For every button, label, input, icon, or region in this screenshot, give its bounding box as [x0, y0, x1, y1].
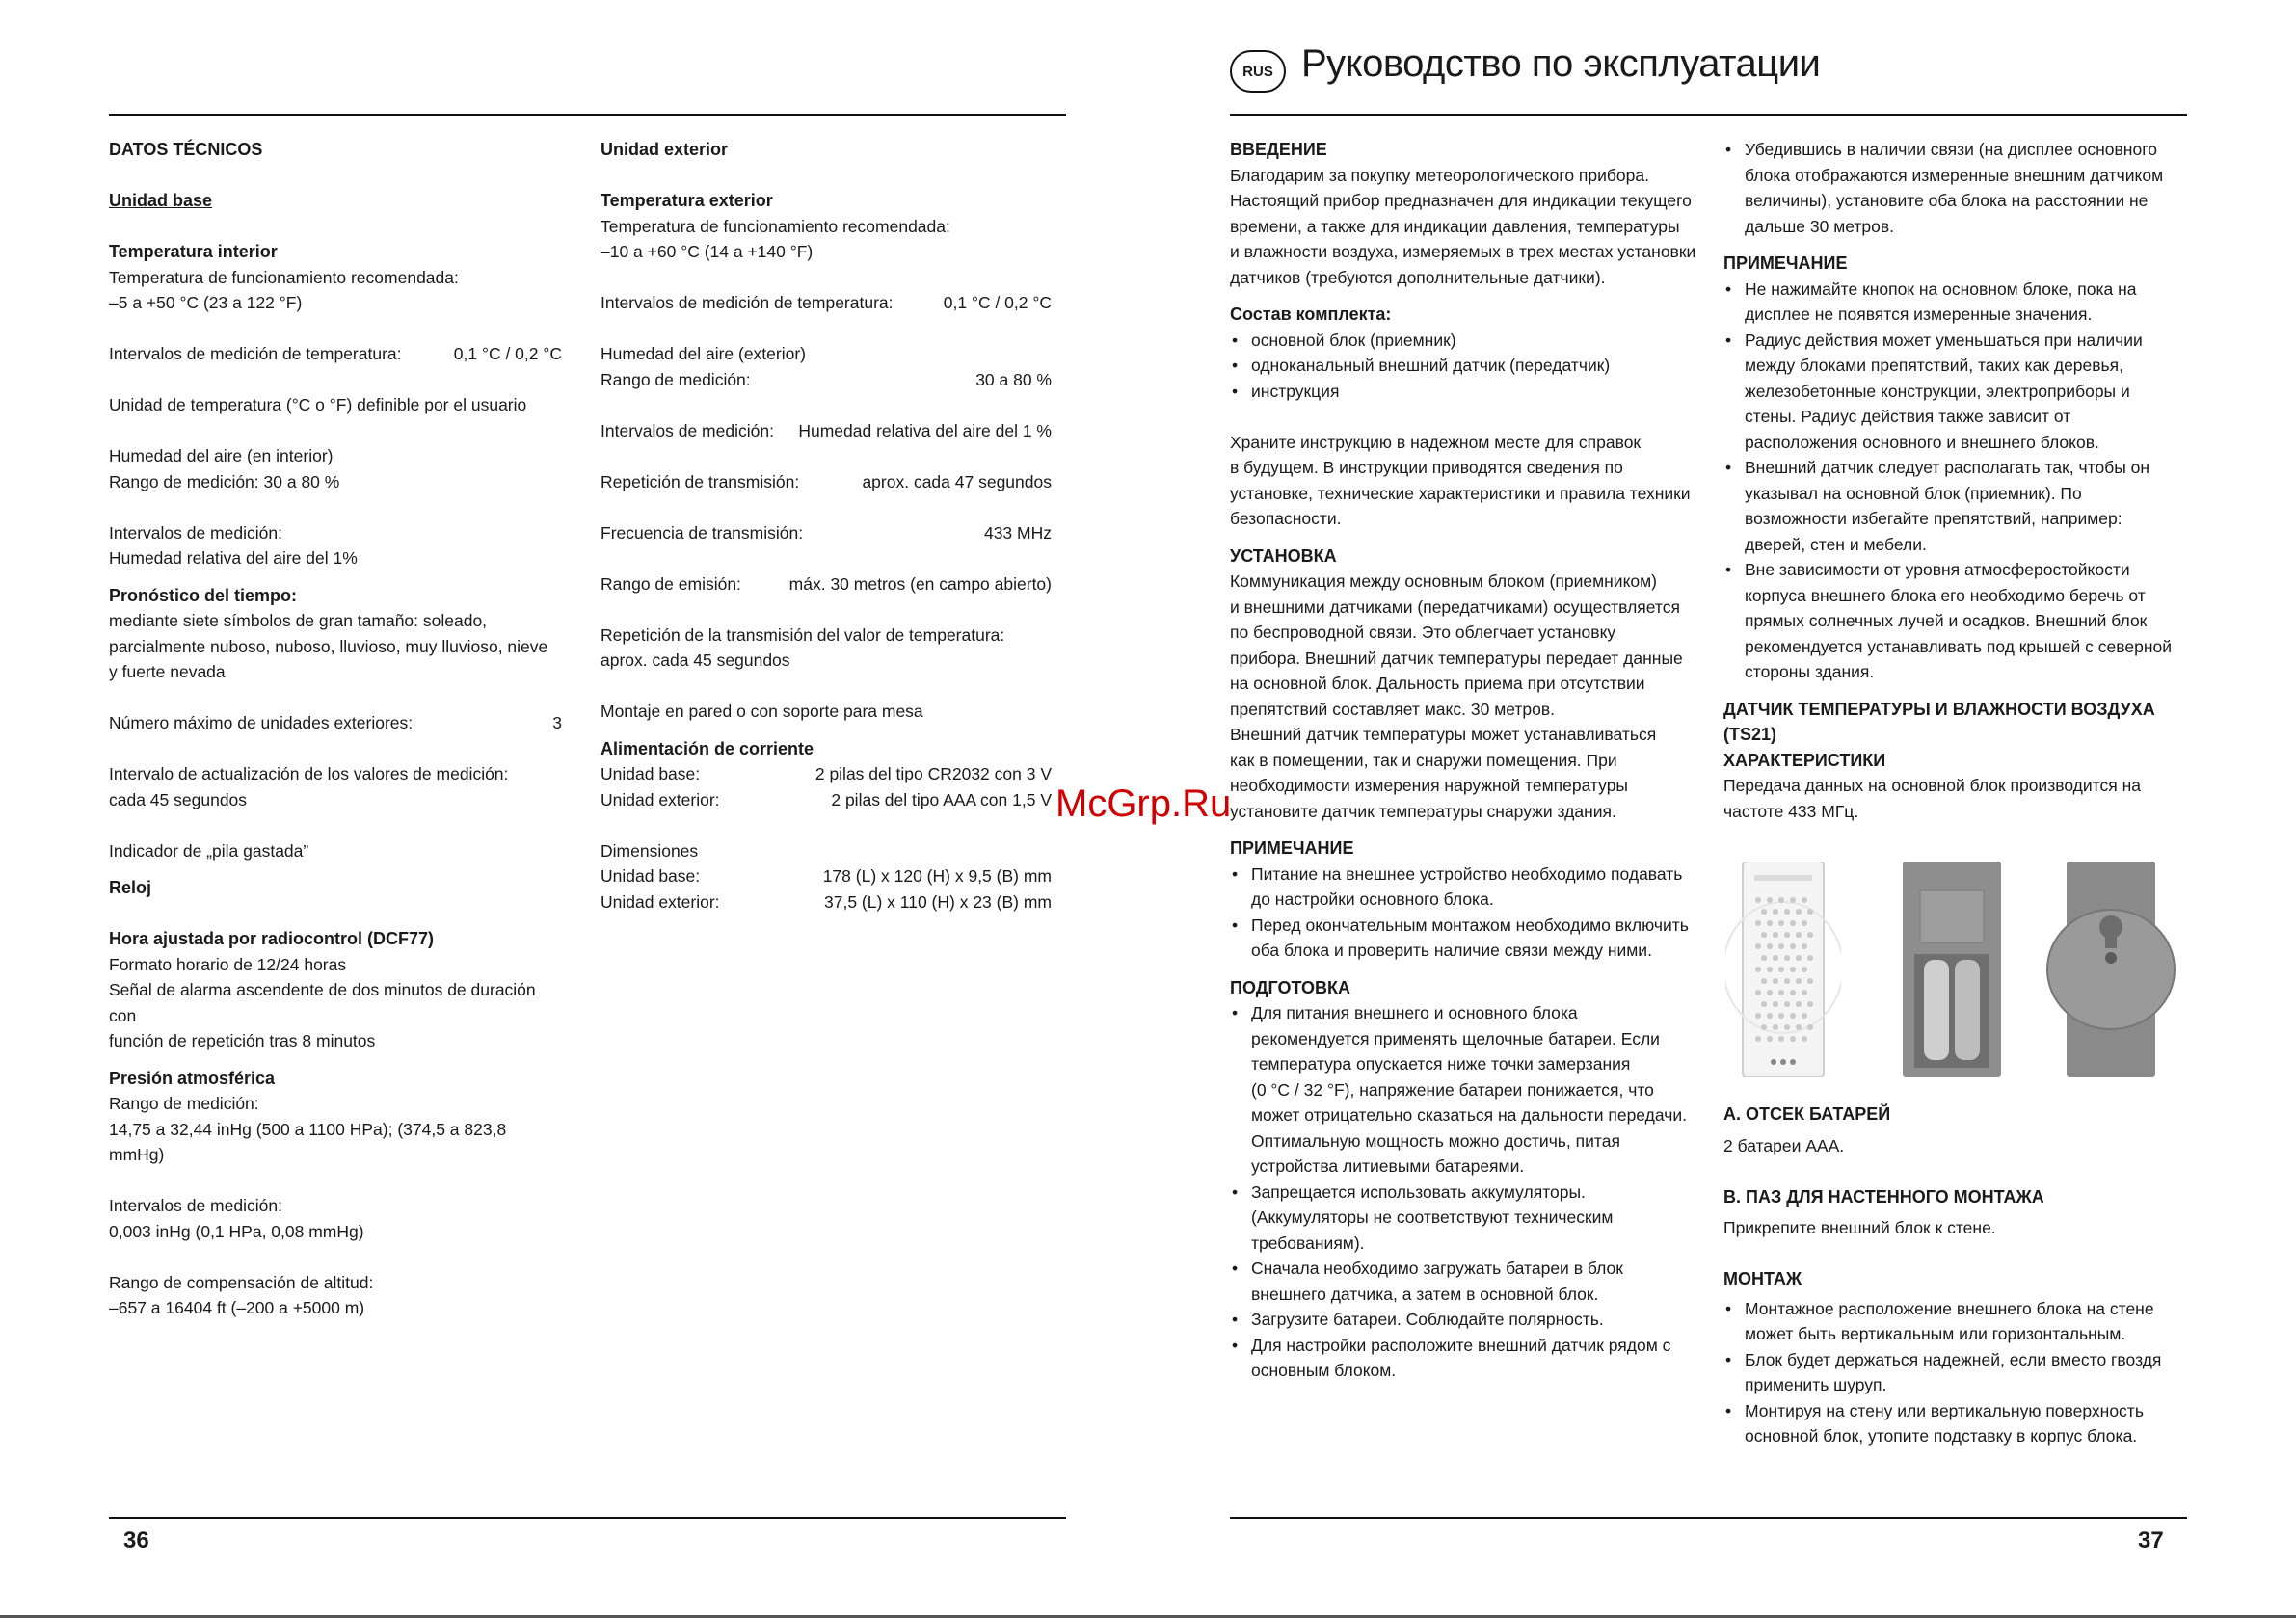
heading-note-2: ПРИМЕЧАНИЕ: [1723, 253, 1848, 273]
list-item: • инструкция: [1230, 379, 1702, 405]
text-line: –657 a 16404 ft (–200 a +5000 m): [109, 1298, 365, 1317]
bottom-rule-right: [1230, 1517, 2187, 1519]
line: • Убедившись в наличии связи (на дисплее основного: [1745, 140, 2157, 159]
spec-value: 2 pilas del tipo AAA con 1,5 V: [831, 789, 1052, 809]
kit-list: [1230, 328, 1702, 405]
spec-value: 37,5 (L) x 110 (H) x 23 (B) mm: [824, 891, 1052, 912]
heading-radio: Hora ajustada por radiocontrol (DCF77): [109, 929, 435, 948]
text-line: в будущем. В инструкции приводятся сведения по: [1230, 458, 1623, 477]
line: дисплее не появятся измеренные значения.: [1745, 305, 2093, 324]
text-line: препятствий составляет макс. 30 метров.: [1230, 699, 1556, 719]
sensor-back-mount-image: [2045, 862, 2176, 1077]
line: блока отображаются измеренные внешним датчиком: [1745, 165, 2164, 185]
line: • Не нажимайте кнопок на основном блоке, пока на: [1745, 279, 2137, 299]
text-line: безопасности.: [1230, 509, 1342, 528]
line: • Для питания внешнего и основного блока: [1251, 1003, 1578, 1022]
line: основной блок, утопите подставку в корпус блока.: [1745, 1426, 2138, 1446]
spec-value: 433 MHz: [983, 522, 1052, 543]
top-rule-left: [109, 114, 1066, 116]
text-line: частоте 433 МГц.: [1723, 801, 1859, 821]
list-item: [1230, 1256, 1702, 1307]
heading-mounting: МОНТАЖ: [1723, 1269, 1802, 1288]
list-item: [1230, 913, 1702, 964]
heading-note: ПРИМЕЧАНИЕ: [1230, 838, 1354, 858]
line: • Радиус действия может уменьшаться при наличии: [1745, 330, 2143, 350]
line: стены. Радиус действия также зависит от: [1745, 407, 2071, 426]
heading-intro: ВВЕДЕНИЕ: [1230, 140, 1327, 159]
spec-label: Rango de emisión:: [601, 573, 741, 594]
text-line: –10 a +60 °C (14 a +140 °F): [601, 242, 814, 261]
text-line: необходимости измерения наружной температуры: [1230, 776, 1629, 795]
text-line: Настоящий прибор предназначен для индикации текущего: [1230, 191, 1692, 210]
spec-value: 0,1 °C / 0,2 °C: [453, 344, 562, 363]
text-line: Montaje en pared o con soporte para mesa: [601, 702, 923, 721]
line: железобетонные конструкции, электроприборы и: [1745, 381, 2130, 401]
line: величины), установите оба блока на расстоянии не: [1745, 191, 2149, 210]
text-line: Благодарим за покупку метеорологического прибора.: [1230, 165, 1649, 185]
heading-unit-exterior: Unidad exterior: [601, 140, 729, 159]
spec-row: [601, 290, 1052, 316]
line: указывал на основной блок (приемник). По: [1745, 483, 2082, 503]
text-line: Прикрепите внешний блок к стене.: [1723, 1218, 1996, 1237]
list-item: [1230, 1333, 1702, 1384]
text-line: и внешними датчиками (передатчиками) осуществляется: [1230, 597, 1680, 617]
heading-pressure: Presión atmosférica: [109, 1068, 276, 1088]
section-title: DATOS TÉCNICOS: [109, 140, 263, 159]
spec-label: Intervalos de medición de temperatura:: [109, 344, 402, 363]
line: дальше 30 метров.: [1745, 216, 1895, 236]
line: • Питание на внешнее устройство необходимо подавать: [1251, 863, 1683, 884]
text-line: 0,003 inHg (0,1 HPa, 0,08 mmHg): [109, 1221, 364, 1241]
right-column-2-lower: [1723, 1101, 2190, 1449]
line: • Внешний датчик следует располагать так, чтобы он: [1745, 458, 2150, 477]
line: дверей, стен и мебели.: [1745, 534, 1927, 554]
line: до настройки основного блока.: [1251, 889, 1494, 909]
spec-row: [109, 341, 562, 367]
line: • Перед окончательным монтажом необходимо включить: [1251, 915, 1689, 935]
line: корпуса внешнего блока его необходимо беречь от: [1745, 585, 2146, 605]
line: рекомендуется устанавливать под крышей с северной: [1745, 636, 2172, 656]
line: • Для настройки расположите внешний датчик рядом с: [1251, 1335, 1671, 1355]
list-item: [1230, 862, 1702, 913]
line: внешнего датчика, а затем в основной блок.: [1251, 1284, 1599, 1304]
spec-label: Frecuencia de transmisión:: [601, 522, 804, 543]
spec-value: 2 pilas del tipo CR2032 con 3 V: [814, 764, 1052, 783]
spec-row: [601, 889, 1052, 915]
heading-temp-exterior: Temperatura exterior: [601, 191, 773, 210]
line: • Монтируя на стену или вертикальную поверхность: [1745, 1400, 2144, 1420]
page-title: Руководство по эксплуатации: [1301, 42, 1821, 85]
page-number-left: 36: [123, 1527, 149, 1553]
text-line: Храните инструкцию в надежном месте для справок: [1230, 432, 1642, 452]
line: рекомендуется применять щелочные батареи. Если: [1251, 1028, 1660, 1048]
text-line: как в помещении, так и снаружи помещения. При: [1230, 750, 1617, 770]
heading-temp-interior: Temperatura interior: [109, 242, 278, 261]
text-line: Dimensiones: [601, 840, 699, 861]
text-line: Humedad del aire (exterior): [601, 344, 807, 363]
heading-sensor-model: (TS21): [1723, 725, 1777, 744]
line: может отрицательно сказаться на дальности передачи.: [1251, 1105, 1687, 1125]
spec-label: Unidad base:: [601, 764, 701, 783]
line: • Загрузите батареи. Соблюдайте полярность.: [1251, 1310, 1604, 1329]
spec-value: máx. 30 metros (en campo abierto): [788, 573, 1052, 594]
text-line: Humedad del aire (en interior): [109, 446, 334, 465]
spec-label: Número máximo de unidades exteriores:: [109, 713, 414, 732]
text-line: датчиков (требуются дополнительные датчики).: [1230, 267, 1606, 287]
list-item: [1230, 1307, 1702, 1333]
text-line: установите датчик температуры снаружи здания.: [1230, 801, 1616, 821]
line: • Запрещается использовать аккумуляторы.: [1251, 1181, 1586, 1202]
line: (0 °C / 32 °F), напряжение батареи понижается, что: [1251, 1079, 1654, 1100]
list-item: • основной блок (приемник): [1230, 328, 1702, 354]
line: стороны здания.: [1745, 662, 1875, 681]
heading-sensor: ДАТЧИК ТЕМПЕРАТУРЫ И ВЛАЖНОСТИ ВОЗДУХА: [1723, 699, 2155, 719]
text-line: Внешний датчик температуры может устанавливаться: [1230, 725, 1657, 744]
text-line: Formato horario de 12/24 horas: [109, 954, 347, 974]
line: (Аккумуляторы не соответствуют техническим: [1251, 1207, 1614, 1227]
heading-forecast: Pronóstico del tiempo:: [109, 585, 298, 605]
text-line: 2 батареи AAA.: [1723, 1135, 1845, 1155]
text-line: Indicador de „pila gastada”: [109, 840, 309, 861]
bottom-rule-left: [109, 1517, 1066, 1519]
line: • Сначала необходимо загружать батареи в блок: [1251, 1259, 1623, 1278]
text-line: Rango de compensación de altitud:: [109, 1272, 374, 1292]
text-line: Temperatura de funcionamiento recomendada:: [601, 216, 950, 236]
heading-clock: Reloj: [109, 878, 152, 897]
list-item: [1723, 328, 2190, 456]
heading-characteristics: ХАРАКТЕРИСТИКИ: [1723, 750, 1886, 770]
line: основным блоком.: [1251, 1361, 1397, 1380]
text-line: и влажности воздуха, измеряемых в трех местах установки: [1230, 242, 1696, 261]
line: может быть вертикальным или горизонтальным.: [1745, 1324, 2126, 1343]
spec-value: 30 a 80 %: [975, 369, 1052, 389]
heading-battery-compartment: A. ОТСЕК БАТАРЕЙ: [1723, 1104, 1891, 1124]
left-column-2: [601, 137, 1052, 915]
line: возможности избегайте препятствий, например:: [1745, 509, 2122, 528]
spec-value: 3: [552, 713, 562, 732]
heading-kit: Состав комплекта:: [1230, 305, 1392, 324]
text-line: на основной блок. Дальность приема при отсутствии: [1230, 674, 1645, 693]
left-column-1: [109, 137, 562, 1321]
line: • Блок будет держаться надежней, если вместо гвоздя: [1745, 1349, 2162, 1369]
line: • Монтажное расположение внешнего блока на стене: [1745, 1298, 2154, 1318]
text-line: Intervalos de medición:: [109, 522, 282, 543]
line: расположения основного и внешнего блоков.: [1745, 432, 2099, 452]
spec-row: [601, 418, 1052, 444]
text-line: Rango de medición:: [109, 1094, 259, 1113]
heading-power: Alimentación de corriente: [601, 738, 814, 758]
spec-label: Unidad exterior:: [601, 789, 720, 809]
line: • Вне зависимости от уровня атмосферостойкости: [1745, 560, 2130, 579]
spec-label: Rango de medición:: [601, 369, 751, 389]
text-line: Передача данных на основной блок производится на: [1723, 776, 2141, 795]
heading-install: УСТАНОВКА: [1230, 545, 1337, 566]
spec-row: [601, 787, 1052, 813]
text-line: –5 a +50 °C (23 a 122 °F): [109, 293, 303, 312]
spec-row: [109, 710, 562, 736]
text-line: Temperatura de funcionamiento recomendada:: [109, 267, 459, 287]
spec-label: Repetición de transmisión:: [601, 471, 800, 491]
spec-row: [601, 367, 1052, 393]
list-item: [1723, 557, 2190, 685]
list-item: • одноканальный внешний датчик (передатчик): [1230, 353, 1702, 379]
line: Оптимальную мощность можно достичь, питая: [1251, 1130, 1620, 1151]
mount-list: [1723, 1296, 2190, 1449]
spec-label: Intervalos de medición:: [601, 420, 774, 440]
spec-row: [601, 469, 1052, 495]
note2-list: [1723, 277, 2190, 685]
text-line: 14,75 a 32,44 inHg (500 a 1100 HPa); (374,5 a 823,8 mmHg): [109, 1119, 507, 1164]
spec-value: 178 (L) x 120 (H) x 9,5 (B) mm: [822, 866, 1052, 886]
text-line: Rango de medición: 30 a 80 %: [109, 471, 340, 491]
spec-row: [601, 761, 1052, 787]
text-line: Humedad relativa del aire del 1%: [109, 548, 358, 568]
spec-value: aprox. cada 47 segundos: [862, 471, 1052, 491]
prep-list: [1230, 1000, 1702, 1384]
sensor-front-image: [1725, 862, 1841, 1077]
text-line: Коммуникация между основным блоком (приемником): [1230, 571, 1658, 591]
line: оба блока и проверить наличие связи между ними.: [1251, 941, 1652, 960]
text-line: Señal de alarma ascendente de dos minutos de duración con: [109, 980, 536, 1025]
list-item: [1723, 1296, 2190, 1347]
text-line: Repetición de la transmisión del valor de temperatura:: [601, 624, 1005, 645]
spec-label: Unidad base:: [601, 866, 701, 886]
heading-prep: ПОДГОТОВКА: [1230, 977, 1351, 997]
text-line: cada 45 segundos: [109, 789, 248, 809]
list-item: [1723, 277, 2190, 328]
page-number-right: 37: [2138, 1527, 2164, 1553]
subsection-unit-base: Unidad base: [109, 191, 213, 210]
text-line: Unidad de temperatura (°C o °F) definible por el usuario: [109, 395, 527, 414]
spec-row: [601, 520, 1052, 546]
top-rule-right: [1230, 114, 2187, 116]
line: прямых солнечных лучей и осадков. Внешний блок: [1745, 611, 2148, 630]
line: между блоками препятствий, таких как деревья,: [1745, 356, 2124, 375]
line: устройства литиевыми батареями.: [1251, 1156, 1525, 1176]
text-line: parcialmente nuboso, nuboso, lluvioso, muy lluvioso, nieve: [109, 636, 548, 656]
text-line: Intervalo de actualización de los valores de medición:: [109, 764, 509, 783]
list-item: [1230, 1000, 1702, 1180]
list-item: [1230, 1180, 1702, 1257]
sensor-battery-compartment-image: [1899, 862, 2005, 1077]
spec-row: [601, 571, 1052, 597]
spec-label: Unidad exterior:: [601, 891, 720, 912]
text-line: прибора. Внешний датчик температуры передает данные: [1230, 648, 1683, 668]
list-item: [1723, 137, 2190, 239]
spec-row: [601, 863, 1052, 889]
line: применить шуруп.: [1745, 1375, 1887, 1394]
text-line: по беспроводной связи. Это облегчает установку: [1230, 623, 1616, 642]
text-line: aprox. cada 45 segundos: [601, 650, 790, 670]
text-line: Intervalos de medición:: [109, 1196, 282, 1215]
list-item: [1723, 455, 2190, 557]
check-list: [1723, 137, 2190, 239]
note-list: [1230, 862, 1702, 964]
right-column-2: [1723, 137, 2190, 824]
list-item: [1723, 1398, 2190, 1449]
text-line: y fuerte nevada: [109, 662, 226, 681]
text-line: mediante siete símbolos de gran tamaño: soleado,: [109, 611, 488, 630]
line: требованиям).: [1251, 1233, 1365, 1253]
text-line: установке, технические характеристики и правила техники: [1230, 483, 1691, 503]
list-item: [1723, 1347, 2190, 1398]
spec-label: Intervalos de medición de temperatura:: [601, 293, 894, 312]
text-line: времени, а также для индикации давления, температуры: [1230, 216, 1680, 236]
right-column-1: [1230, 137, 1702, 1384]
heading-wall-slot: B. ПАЗ ДЛЯ НАСТЕННОГО МОНТАЖА: [1723, 1186, 2044, 1207]
spec-value: 0,1 °C / 0,2 °C: [943, 293, 1052, 312]
text-line: función de repetición tras 8 minutos: [109, 1031, 376, 1050]
watermark: McGrp.Ru: [1055, 782, 1232, 825]
line: температура опускается ниже точки замерзания: [1251, 1054, 1631, 1074]
language-badge: RUS: [1230, 50, 1286, 93]
spec-value: Humedad relativa del aire del 1 %: [798, 420, 1052, 440]
